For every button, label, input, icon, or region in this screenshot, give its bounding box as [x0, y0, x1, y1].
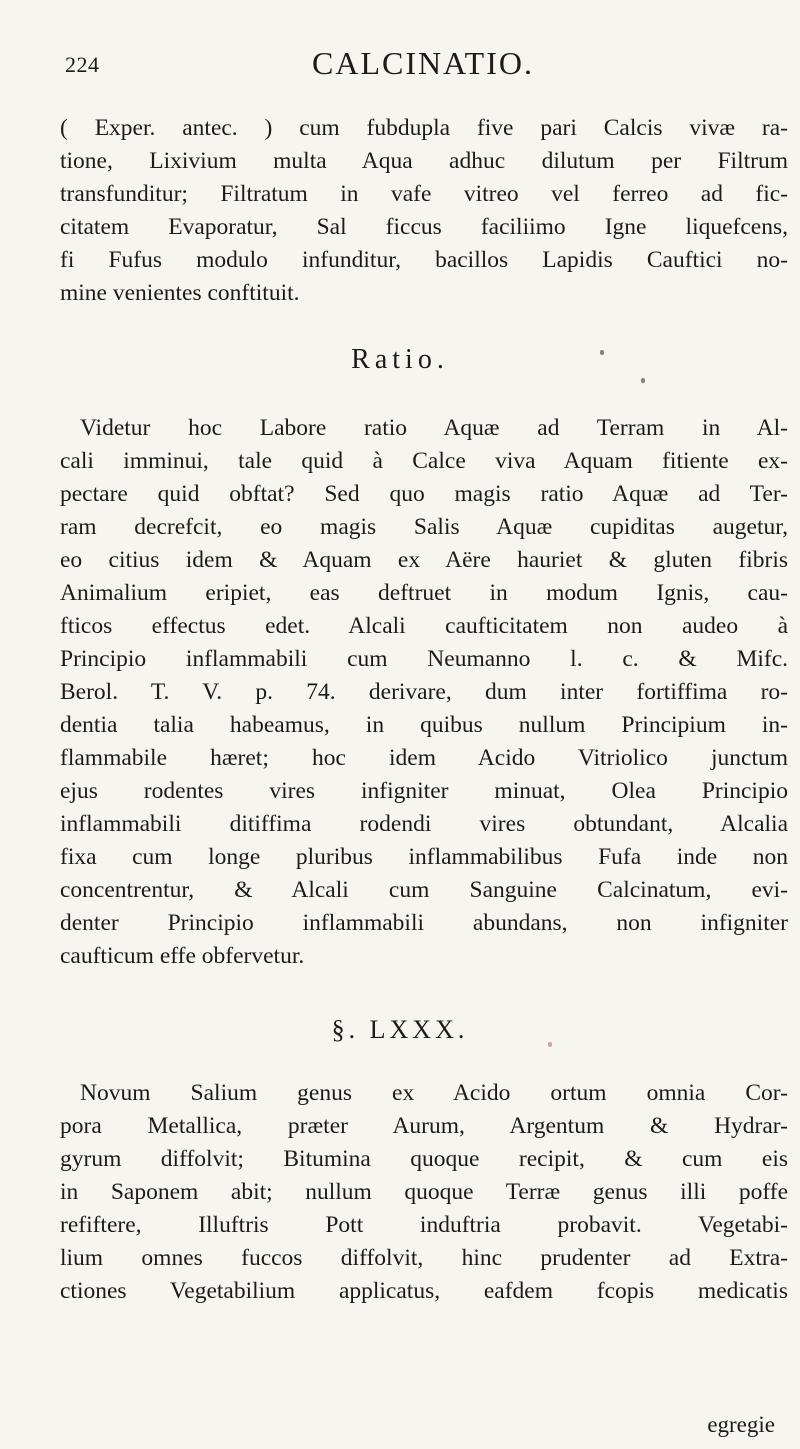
text-line: concentrentur, & Alcali cum Sanguine Calcinatum, evi- — [60, 877, 788, 903]
paragraph-exper — [60, 112, 788, 310]
page-number: 224 — [65, 52, 100, 77]
text-line: fi Fufus modulo infunditur, bacillos Lapidis Cauftici no- — [60, 247, 788, 273]
text-line: Animalium eripiet, eas deftruet in modum Ignis, cau- — [60, 580, 788, 606]
text-line: tione, Lixivium multa Aqua adhuc dilutum per Filtrum — [60, 148, 788, 174]
text-line: in Saponem abit; nullum quoque Terræ genus illi poffe — [60, 1179, 788, 1205]
text-line: dentia talia habeamus, in quibus nullum Principium in- — [60, 712, 788, 738]
text-line: pora Metallica, præter Aurum, Argentum & Hydrar- — [60, 1113, 788, 1139]
text-line: lium omnes fuccos diffolvit, hinc prudenter ad Extra- — [60, 1245, 788, 1271]
text-line: Principio inflammabili cum Neumanno l. c. & Mifc. — [60, 646, 788, 672]
text-line: Berol. T. V. p. 74. derivare, dum inter fortiffima ro- — [60, 679, 788, 705]
text-line: refiftere, Illuftris Pott induftria probavit. Vegetabi- — [60, 1212, 788, 1238]
text-line: cali imminui, tale quid à Calce viva Aquam fitiente ex- — [60, 448, 788, 474]
section-heading: §. LXXX. — [331, 1015, 469, 1044]
running-head: CALCINATIO. — [312, 45, 534, 81]
ink-speck — [548, 1042, 552, 1047]
paragraph-ratio — [60, 412, 788, 973]
ink-speck — [600, 350, 604, 355]
text-line: citatem Evaporatur, Sal ficcus faciliimo Igne liquefcens, — [60, 214, 788, 240]
text-line: inflammabili ditiffima rodendi vires obtundant, Alcalia — [60, 811, 788, 837]
text-line: transfunditur; Filtratum in vafe vitreo vel ferreo ad fic- — [60, 181, 788, 207]
text-line: flammabile hæret; hoc idem Acido Vitriolico junctum — [60, 745, 788, 771]
text-line: fticos effectus edet. Alcali caufticitatem non audeo à — [60, 613, 788, 639]
text-line: caufticum effe obfervetur. — [60, 943, 305, 969]
text-line: ( Exper. antec. ) cum fubdupla five pari Calcis vivæ ra- — [60, 115, 788, 141]
catchword: egregie — [707, 1412, 775, 1437]
text-line: ram decrefcit, eo magis Salis Aquæ cupiditas augetur, — [60, 514, 788, 540]
text-line: denter Principio inflammabili abundans, non infigniter — [60, 910, 788, 936]
text-line: Videtur hoc Labore ratio Aquæ ad Terram in Al- — [80, 415, 788, 441]
text-line: ctiones Vegetabilium applicatus, eafdem fcopis medicatis — [60, 1278, 788, 1304]
text-line: eo citius idem & Aquam ex Aëre hauriet & gluten fibris — [60, 547, 788, 573]
text-line: mine venientes conftituit. — [60, 280, 300, 306]
text-line: Novum Salium genus ex Acido ortum omnia Cor- — [80, 1080, 788, 1106]
paragraph-novum — [60, 1077, 788, 1308]
text-line: ejus rodentes vires infigniter minuat, Olea Principio — [60, 778, 788, 804]
ink-speck — [641, 378, 645, 383]
ratio-heading: Ratio. — [351, 344, 449, 375]
text-line: gyrum diffolvit; Bitumina quoque recipit, & cum eis — [60, 1146, 788, 1172]
text-line: pectare quid obftat? Sed quo magis ratio Aquæ ad Ter- — [60, 481, 788, 507]
text-line: fixa cum longe pluribus inflammabilibus Fufa inde non — [60, 844, 788, 870]
